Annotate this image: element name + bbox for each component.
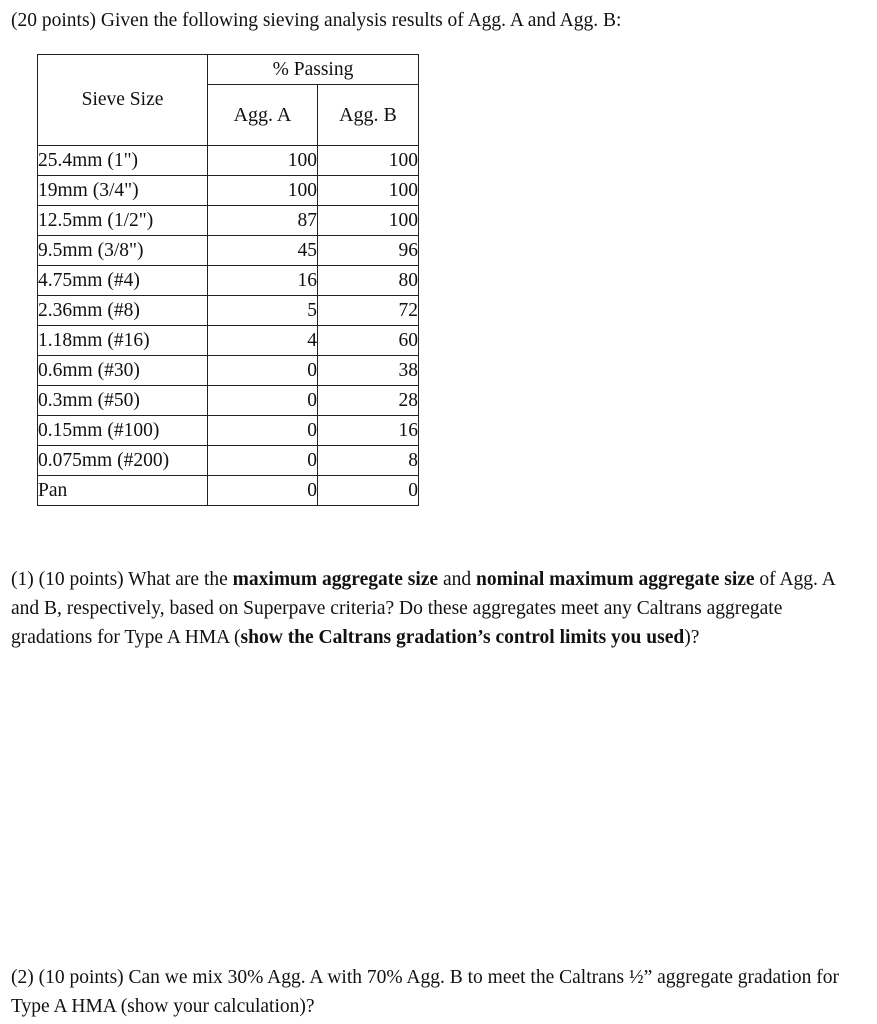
- header-sieve-size: Sieve Size: [38, 55, 208, 146]
- agg-b-cell: 60: [318, 326, 419, 356]
- sieve-size-cell: 0.075mm (#200): [38, 446, 208, 476]
- sieve-size-cell: 9.5mm (3/8"): [38, 236, 208, 266]
- q1-bold-nominal-size: nominal maximum aggregate size: [475, 569, 755, 590]
- agg-b-cell: 100: [318, 146, 419, 176]
- table-row: [38, 326, 419, 356]
- agg-b-cell: 72: [318, 296, 419, 326]
- sieve-size-cell: 19mm (3/4"): [38, 176, 208, 206]
- problem-intro: (20 points) Given the following sieving analysis results of Agg. A and Agg. B:: [11, 10, 622, 31]
- sieve-size-cell: Pan: [38, 476, 208, 506]
- table-row: [38, 416, 419, 446]
- q1-bold-control-limits: show the Caltrans gradation’s control limits you used: [240, 627, 685, 648]
- table-row: [38, 446, 419, 476]
- sieve-size-cell: 1.18mm (#16): [38, 326, 208, 356]
- agg-a-cell: 0: [208, 356, 318, 386]
- question-1: [11, 565, 866, 652]
- question-2: (2) (10 points) Can we mix 30% Agg. A with 70% Agg. B to meet the Caltrans ½” aggregate gradation for Type A HMA (show your calculation)?: [11, 967, 840, 1017]
- sieve-size-cell: 12.5mm (1/2"): [38, 206, 208, 236]
- table-row: [38, 236, 419, 266]
- header-percent-passing: % Passing: [208, 55, 419, 85]
- table-row: [38, 146, 419, 176]
- table-row: [38, 206, 419, 236]
- sieve-size-cell: 0.15mm (#100): [38, 416, 208, 446]
- sieve-analysis-table: [37, 54, 419, 506]
- sieve-size-cell: 0.3mm (#50): [38, 386, 208, 416]
- table-row: [38, 266, 419, 296]
- sieve-table-body: [38, 146, 419, 506]
- agg-a-cell: 0: [208, 416, 318, 446]
- sieve-size-cell: 2.36mm (#8): [38, 296, 208, 326]
- agg-b-cell: 28: [318, 386, 419, 416]
- agg-b-cell: 38: [318, 356, 419, 386]
- agg-a-cell: 4: [208, 326, 318, 356]
- agg-b-cell: 0: [318, 476, 419, 506]
- table-row: [38, 476, 419, 506]
- agg-a-cell: 0: [208, 446, 318, 476]
- agg-a-cell: 0: [208, 386, 318, 416]
- q1-text-3: of Agg. A and B, respectively, based on Superpave criteria? Do these aggregates meet any Caltrans aggregate gradations for Type A HMA (: [11, 569, 835, 648]
- sieve-size-cell: 4.75mm (#4): [38, 266, 208, 296]
- agg-b-cell: 16: [318, 416, 419, 446]
- agg-a-cell: 100: [208, 146, 318, 176]
- sieve-size-cell: 25.4mm (1"): [38, 146, 208, 176]
- agg-a-cell: 5: [208, 296, 318, 326]
- agg-b-cell: 96: [318, 236, 419, 266]
- agg-a-cell: 45: [208, 236, 318, 266]
- header-agg-a: Agg. A: [208, 85, 318, 146]
- agg-a-cell: 100: [208, 176, 318, 206]
- agg-b-cell: 100: [318, 206, 419, 236]
- agg-a-cell: 16: [208, 266, 318, 296]
- table-row: [38, 386, 419, 416]
- sieve-size-cell: 0.6mm (#30): [38, 356, 208, 386]
- agg-b-cell: 8: [318, 446, 419, 476]
- q1-text-4: )?: [684, 627, 700, 648]
- table-row: [38, 356, 419, 386]
- agg-b-cell: 80: [318, 266, 419, 296]
- table-row: [38, 296, 419, 326]
- agg-a-cell: 0: [208, 476, 318, 506]
- header-agg-b: Agg. B: [318, 85, 419, 146]
- table-row: [38, 176, 419, 206]
- q1-bold-max-size: maximum aggregate size: [232, 569, 439, 590]
- agg-a-cell: 87: [208, 206, 318, 236]
- q1-text-1: (1) (10 points) What are the: [11, 569, 233, 590]
- q1-text-2: and: [438, 569, 476, 590]
- agg-b-cell: 100: [318, 176, 419, 206]
